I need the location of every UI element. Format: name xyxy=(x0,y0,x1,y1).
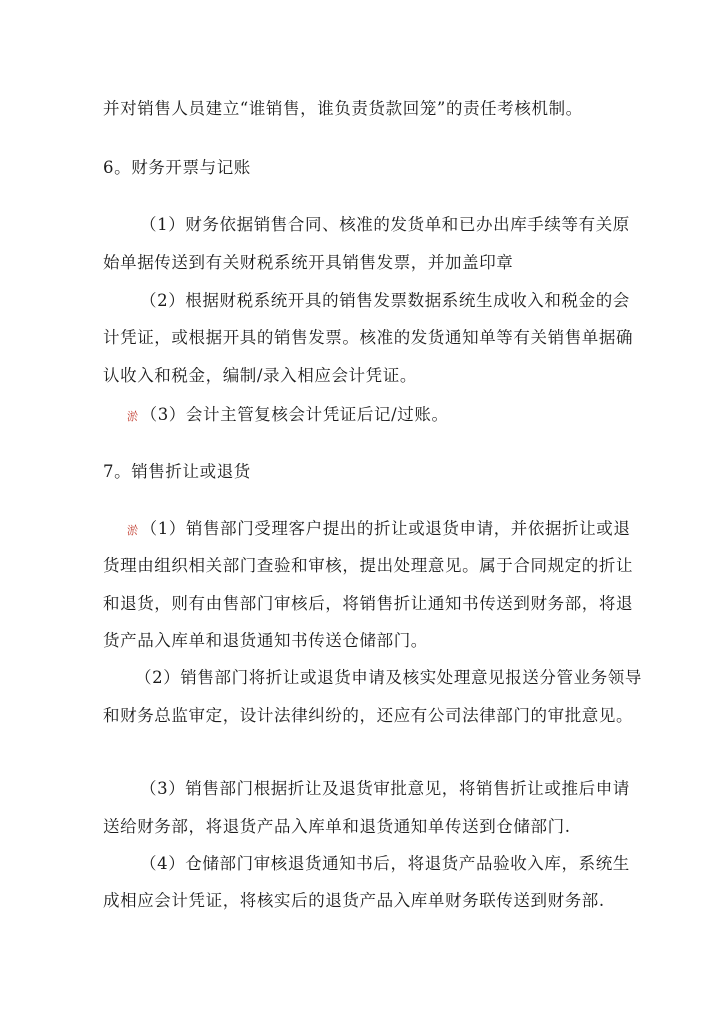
section-heading-6: 6。财务开票与记账 xyxy=(103,158,251,177)
text-line-5: （2）根据财税系统开具的销售发票数据系统生成收入和税金的会 xyxy=(140,291,630,310)
text-line-8 xyxy=(127,404,449,428)
text-line-14: （2）销售部门将折让或退货申请及核实处理意见报送分管业务领导 xyxy=(135,668,642,687)
text-line-17: 送给财务部，将退货产品入库单和退货通知单传送到仓储部门. xyxy=(103,817,571,836)
text-line-13: 货产品入库单和退货通知书传送仓储部门。 xyxy=(103,631,428,650)
text-line-15: 和财务总监审定，设计法律纠纷的，还应有公司法律部门的审批意见。 xyxy=(103,706,634,725)
text-line-10-content: （1）销售部门受理客户提出的折让或退货申请，并依据折让或退 xyxy=(140,519,631,538)
text-line-1: 并对销售人员建立“谁销售，谁负责货款回笼”的责任考核机制。 xyxy=(103,99,583,118)
text-line-19: 成相应会计凭证，将核实后的退货产品入库单财务联传送到财务部. xyxy=(103,891,605,910)
text-line-7: 认收入和税金，编制/录入相应会计凭证。 xyxy=(103,366,417,385)
text-line-11: 货理由组织相关部门查验和审核，提出处理意见。属于合同规定的折让 xyxy=(103,556,634,575)
text-line-8-content: （3）会计主管复核会计凭证后记/过账。 xyxy=(140,405,449,424)
annotation-mark: 淤 xyxy=(127,410,139,423)
text-line-10 xyxy=(127,518,631,542)
text-line-4: 始单据传送到有关财税系统开具销售发票，并加盖印章 xyxy=(103,253,514,272)
section-heading-7: 7。销售折让或退货 xyxy=(103,462,251,481)
text-line-6: 计凭证，或根据开具的销售发票。核准的发货通知单等有关销售单据确 xyxy=(103,328,634,347)
text-line-16: （3）销售部门根据折让及退货审批意见，将销售折让或推后申请 xyxy=(140,779,630,798)
text-line-3: （1）财务依据销售合同、核准的发货单和已办出库手续等有关原 xyxy=(140,215,630,234)
annotation-mark: 淤 xyxy=(127,524,139,537)
text-line-18: （4）仓储部门审核退货通知书后，将退货产品验收入库，系统生 xyxy=(140,854,630,873)
text-line-12: 和退货，则有由售部门审核后，将销售折让通知书传送到财务部，将退 xyxy=(103,594,634,613)
